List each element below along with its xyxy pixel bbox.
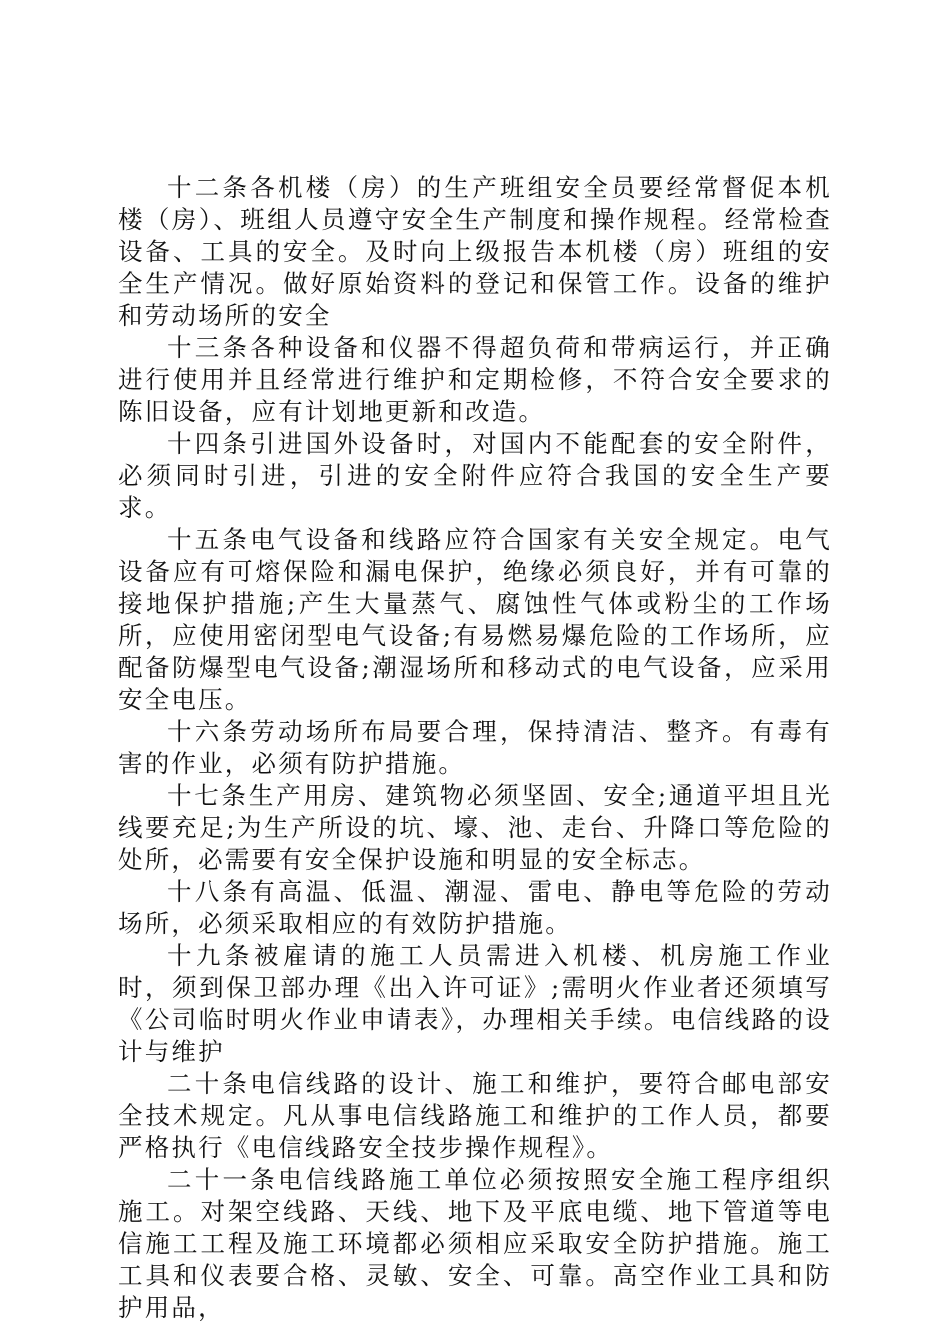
- article-14-paragraph: 十四条引进国外设备时，对国内不能配套的安全附件，必须同时引进，引进的安全附件应符合我国的安全生产要求。: [118, 429, 832, 522]
- document-body: [118, 172, 832, 1324]
- article-13-paragraph: 十三条各种设备和仪器不得超负荷和带病运行，并正确进行使用并且经常进行维护和定期检修，不符合安全要求的陈旧设备，应有计划地更新和改造。: [118, 333, 832, 426]
- article-18-paragraph: 十八条有高温、低温、潮湿、雷电、静电等危险的劳动场所，必须采取相应的有效防护措施。: [118, 877, 832, 938]
- article-17-paragraph: 十七条生产用房、建筑物必须坚固、安全;通道平坦且光线要充足;为生产所设的坑、壕、池、走台、升降口等危险的处所，必需要有安全保护设施和明显的安全标志。: [118, 781, 832, 874]
- article-19-paragraph: 十九条被雇请的施工人员需进入机楼、机房施工作业时，须到保卫部办理《出入许可证》;需明火作业者还须填写《公司临时明火作业申请表》，办理相关手续。电信线路的设计与维护: [118, 941, 832, 1066]
- article-12-paragraph: 十二条各机楼（房）的生产班组安全员要经常督促本机楼（房）、班组人员遵守安全生产制度和操作规程。经常检查设备、工具的安全。及时向上级报告本机楼（房）班组的安全生产情况。做好原始资料的登记和保管工作。设备的维护和劳动场所的安全: [118, 173, 832, 330]
- article-16-paragraph: 十六条劳动场所布局要合理，保持清洁、整齐。有毒有害的作业，必须有防护措施。: [118, 717, 832, 778]
- article-15-paragraph: 十五条电气设备和线路应符合国家有关安全规定。电气设备应有可熔保险和漏电保护，绝缘必须良好，并有可靠的接地保护措施;产生大量蒸气、腐蚀性气体或粉尘的工作场所，应使用密闭型电气设备;有易燃易爆危险的工作场所，应配备防爆型电气设备;潮湿场所和移动式的电气设备，应采用安全电压。: [118, 525, 832, 714]
- article-20-paragraph: 二十条电信线路的设计、施工和维护，要符合邮电部安全技术规定。凡从事电信线路施工和维护的工作人员，都要严格执行《电信线路安全技步操作规程》。: [118, 1069, 832, 1162]
- article-21-paragraph: 二十一条电信线路施工单位必须按照安全施工程序组织施工。对架空线路、天线、地下及平底电缆、地下管道等电信施工工程及施工环境都必须相应采取安全防护措施。施工工具和仪表要合格、灵敏、安全、可靠。高空作业工具和防护用品，: [118, 1165, 832, 1322]
